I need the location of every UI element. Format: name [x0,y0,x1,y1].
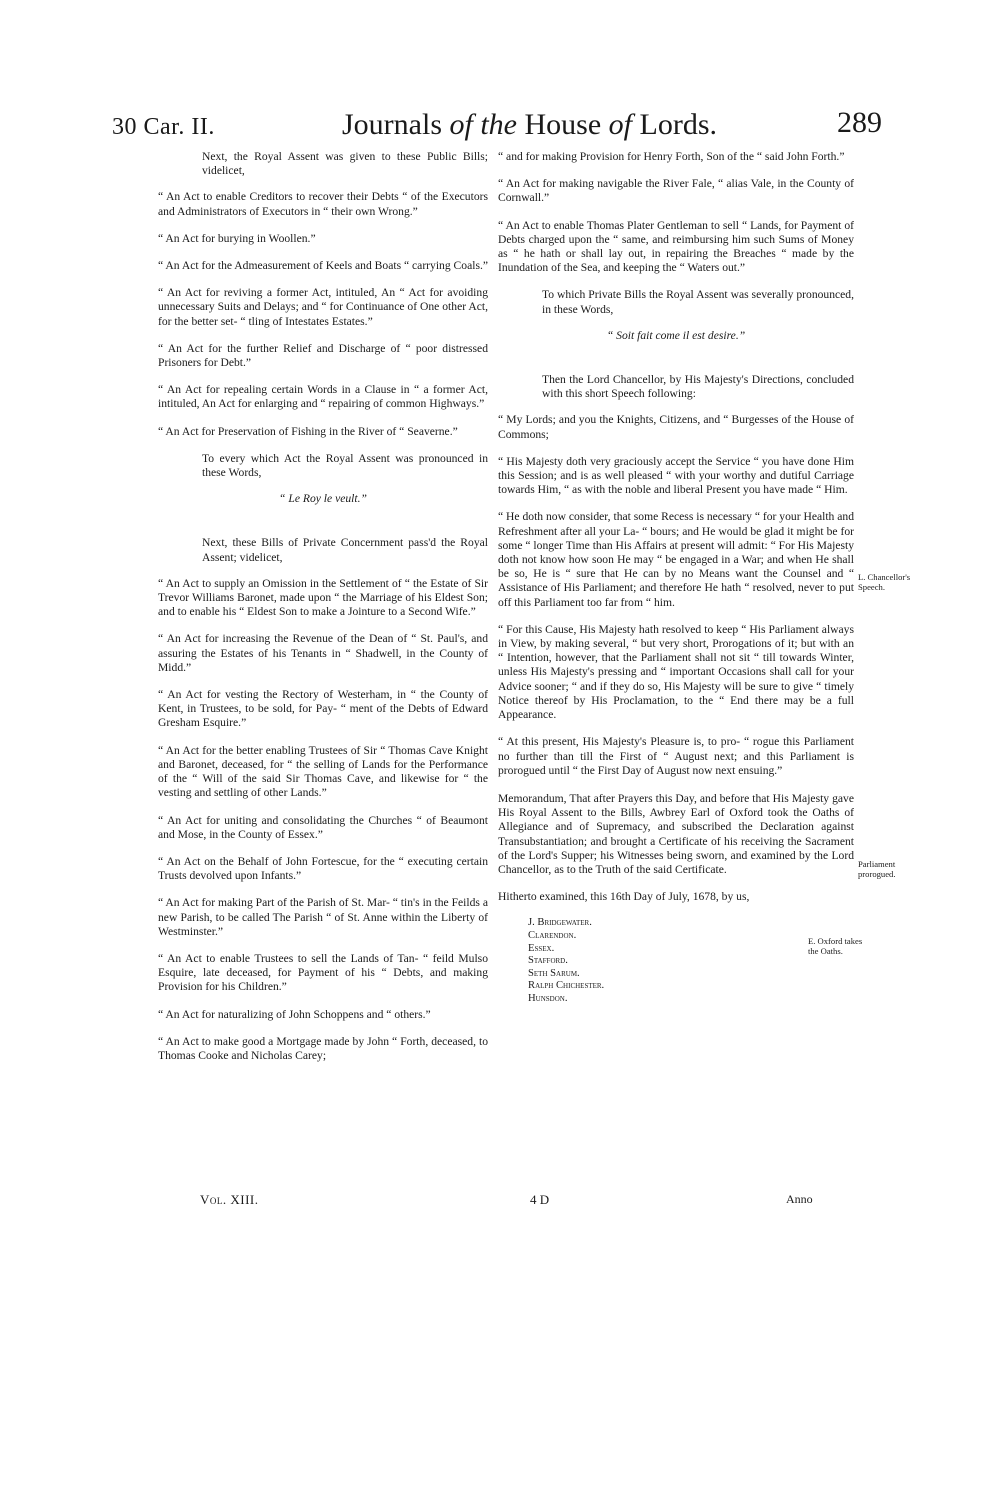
bill-entry: “ An Act for uniting and consolidating the Churches “ of Beaumont and Mose, in the County of Essex.” [158,813,488,841]
paragraph: To which Private Bills the Royal Assent was severally pronounced, in these Words, [542,288,854,316]
bill-entry: “ An Act to supply an Omission in the Settlement of “ the Estate of Sir Trevor Williams Baronet, made upon “ the Marriage of his Eldest Son; and to enable his “ Eldest Son to make a Jointure to a Second Wife.” [158,576,488,619]
bill-entry: “ An Act for increasing the Revenue of the Dean of “ St. Paul's, and assuring the Estates of his Tenants in “ Shadwell, in the County of Midd.” [158,632,488,674]
signature-mark: 4 D [530,1192,550,1207]
regnal-year: 30 Car. II. [112,114,215,140]
signer: Stafford. [528,955,568,967]
paragraph: Next, the Royal Assent was given to these Public Bills; videlicet, [202,150,488,178]
bill-entry: “ An Act to enable Trustees to sell the Lands of Tan- “ feild Mulso Esquire, late deceased, for Payment of his “ Debts, and making Provision for his Children.” [158,951,488,994]
signers-list [528,917,854,1005]
bill-entry: “ An Act for the Admeasurement of Keels and Boats “ carrying Coals.” [158,259,489,273]
bill-entry: “ An Act for Preservation of Fishing in the River of “ Seaverne.” [158,424,458,438]
volume-label: Vol. XIII. [200,1192,259,1207]
bill-entry: “ and for making Provision for Henry Forth, Son of the “ said John Forth.” [498,150,845,163]
page-number: 289 [837,106,882,139]
speech-paragraph: “ At this present, His Majesty's Pleasure is, to pro- “ rogue this Parliament no further than till the First of “ August next; and this Parliament is prorogued until “ the First Day of August now next ensuing.” [498,735,854,777]
bill-entry: “ An Act for the better enabling Trustees of Sir “ Thomas Cave Knight and Baronet, deceased, for “ the selling of Lands for the Performance of the “ Will of the said Sir Thomas Cave, and likewise for “ the vesting and settling of other Lands.” [158,743,488,800]
catchword: Anno [786,1192,813,1206]
royal-assent-formula: “ Soit fait come il est desire.” [606,328,746,342]
bill-entry: “ An Act for repealing certain Words in a Clause in “ a former Act, intituled, An Act for enlarging and “ repairing of common Highways.” [158,383,488,411]
paragraph: To every which Act the Royal Assent was pronounced in these Words, [202,451,488,480]
bill-entry: “ An Act for making Part of the Parish of St. Mar- “ tin's in the Feilds a new Parish, to be called The Parish “ of St. Anne within the Liberty of Westminster.” [158,896,488,938]
bill-entry: “ An Act for naturalizing of John Schoppens and “ others.” [158,1007,431,1021]
margin-note-oxford: E. Oxford takes the Oaths. [808,936,863,956]
bill-entry: “ An Act to enable Thomas Plater Gentleman to sell “ Lands, for Payment of Debts charged upon the “ same, and reimbursing him such Sums of Money as “ he hath or shall lay out, in repairing the Breaches “ made by the Inundation of the Sea, and keeping the “ Waters out.” [498,218,854,275]
paragraph: Next, these Bills of Private Concernment pass'd the Royal Assent; videlicet, [202,536,488,564]
bill-entry: “ An Act on the Behalf of John Fortescue, for the “ executing certain Trusts devolved upon Infants.” [158,854,488,883]
signer: J. Bridgewater. [528,917,592,929]
signer: Ralph Chichester. [528,980,605,992]
bill-entry: “ An Act for the further Relief and Discharge of “ poor distressed Prisoners for Debt.” [158,341,488,370]
royal-assent-formula: “ Le Roy le veult.” [279,492,367,506]
bill-entry: “ An Act for making navigable the River Fale, “ alias Vale, in the County of Cornwall.” [498,177,854,205]
speech-paragraph: “ He doth now consider, that some Recess is necessary “ for your Health and Refreshment after all your La- “ bours; and He would be glad it might be for some “ longer Time than His Affairs at present will admit: “ For His Majesty doth not know how soon He may “ be engaged in a War; and when He shall be so, He is “ sure that He can by no Means want the Counsel and “ Assistance of His Parliament; and therefore He hath “ resolved, never to put off this Parliament too far from “ him. [498,510,854,609]
left-column [158,150,488,1076]
speech-paragraph: “ His Majesty doth very graciously accept the Service “ you have done Him this Session; and is as well pleased “ with your worthy and dutiful Carriage towards Him, “ as with the noble and liberal Present you have made “ Him. [498,454,854,497]
signer: Hunsdon. [528,992,568,1004]
right-column [498,150,854,1005]
examined-line: Hitherto examined, this 16th Day of July, 1678, by us, [498,890,750,904]
bill-entry: “ An Act to enable Creditors to recover their Debts “ of the Executors and Administrators of Executors in “ their own Wrong.” [158,190,488,218]
margin-note-prorogued: Parliament prorogued. [858,859,896,879]
page-header [112,104,882,148]
bill-entry: “ An Act for reviving a former Act, intituled, An “ Act for avoiding unnecessary Suits and Delays; and “ for Continuance of One other Act, for the better set- “ tling of Intestates Estates.” [158,286,488,328]
signer: Seth Sarum. [528,967,580,979]
bill-entry: “ An Act for burying in Woollen.” [158,231,316,245]
memorandum: Memorandum, That after Prayers this Day, and before that His Majesty gave His Royal Assent to the Bills, Awbrey Earl of Oxford took the Oaths of Allegiance and of Supremacy, and subscribed the Declaration against Transubstantiation; and brought a Certificate of his receiving the Sacrament of the Lord's Supper; his Witnesses being sworn, and examined by the Lord Chancellor, as to the Truth of the said Certificate. [498,791,854,876]
running-title: Journals of the House of Lords. [342,108,717,141]
bill-entry: “ An Act to make good a Mortgage made by John “ Forth, deceased, to Thomas Cooke and Nicholas Carey; [158,1034,488,1062]
speech-address: “ My Lords; and you the Knights, Citizens, and “ Burgesses of the House of Commons; [498,413,854,441]
margin-note-chancellor-speech: L. Chancellor's Speech. [858,572,911,592]
signer: Clarendon. [528,929,577,941]
signer: Essex. [528,942,555,954]
speech-paragraph: “ For this Cause, His Majesty hath resolved to keep “ His Parliament always in View, by making several, “ but very short, Prorogations of it; but with an “ Intention, however, that the Parliament shall not sit “ till towards Winter, unless His Majesty's pressing and “ important Occasions shall call for your Advice sooner; “ and if they do so, His Majesty will be sure to give “ timely Notice thereof by His Proclamation, to the “ End there may be a full Appearance. [498,622,854,722]
bill-entry: “ An Act for vesting the Rectory of Westerham, in “ the County of Kent, in Trustees, to be sold, for Pay- “ ment of the Debts of Edward Gresham Esquire.” [158,688,488,730]
paragraph: Then the Lord Chancellor, by His Majesty's Directions, concluded with this short Speech following: [542,373,854,401]
